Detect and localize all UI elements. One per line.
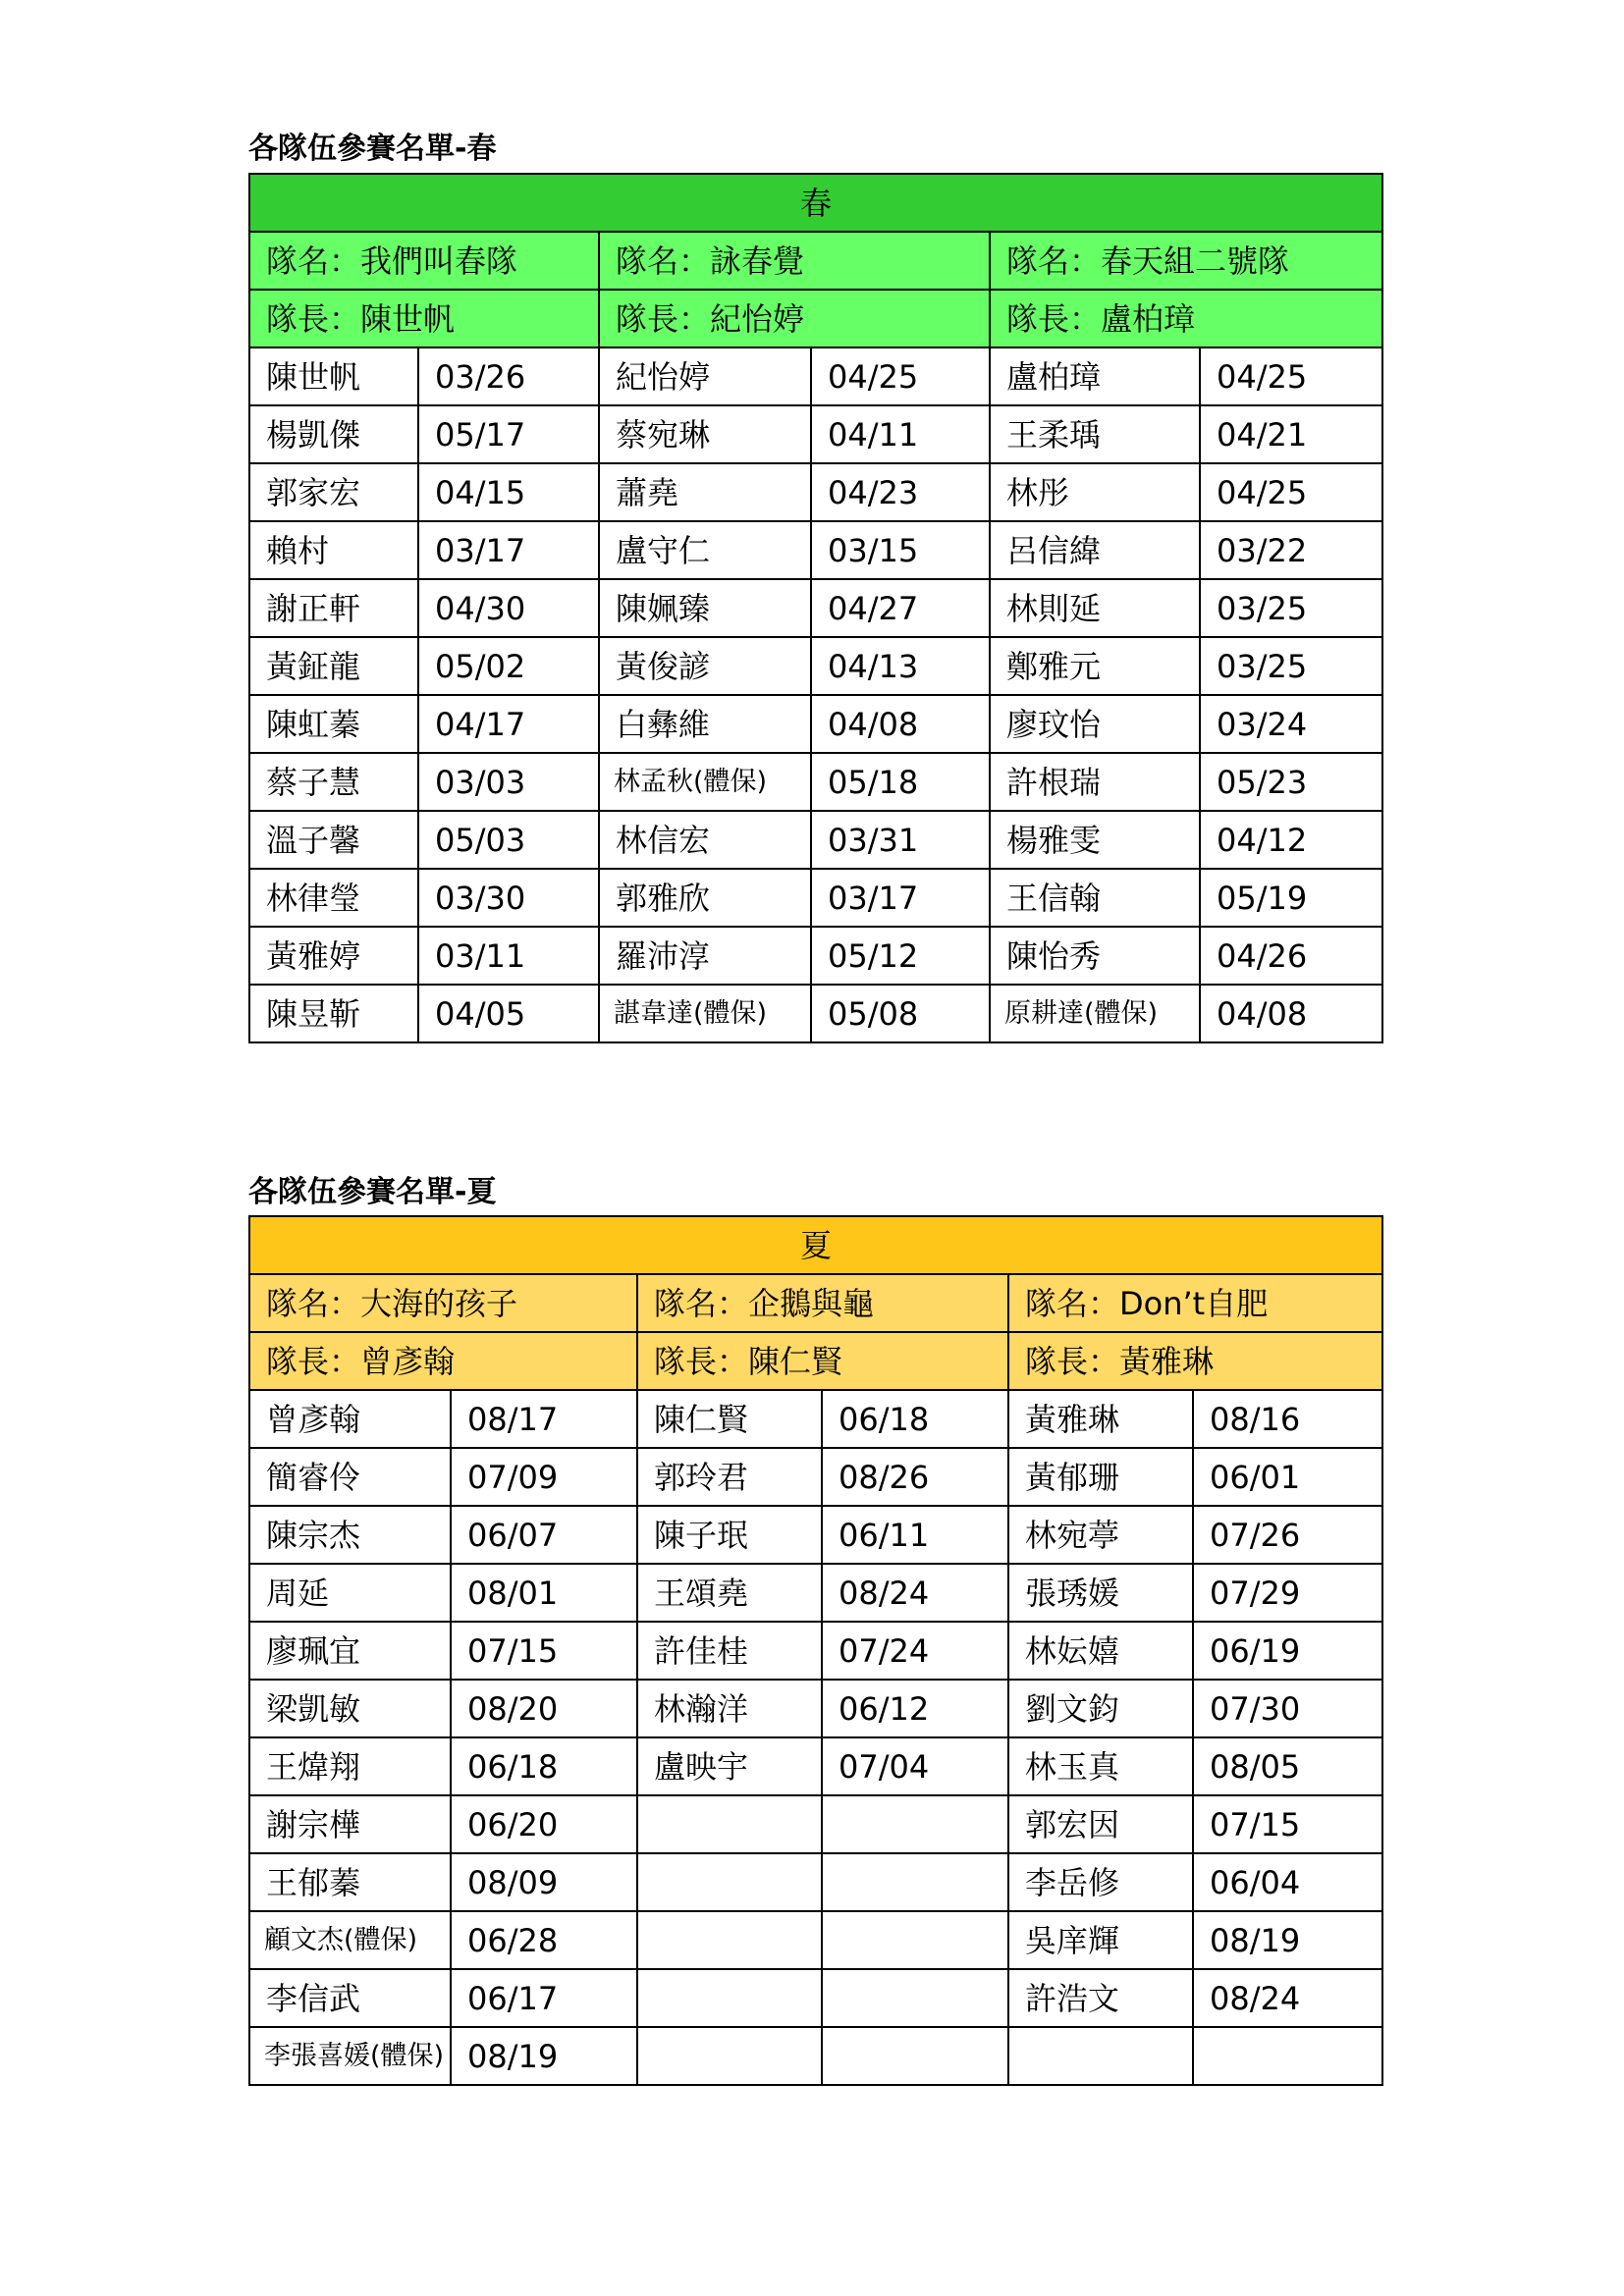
- member-name-cell: 黃鉦龍: [249, 637, 418, 695]
- member-date-cell: 03/26: [418, 347, 599, 405]
- member-row: [249, 1853, 1382, 1911]
- member-name-cell: 林妘嬉: [1008, 1622, 1193, 1680]
- member-date-cell: 08/24: [1193, 1969, 1382, 2027]
- member-date-cell: 08/26: [822, 1448, 1008, 1506]
- member-name-cell: 諶韋達(體保): [599, 985, 811, 1042]
- member-date-cell: 06/19: [1193, 1622, 1382, 1680]
- team-name-cell: 隊名：大海的孩子: [249, 1274, 637, 1332]
- member-date-cell: 08/24: [822, 1564, 1008, 1622]
- member-name-cell: 許浩文: [1008, 1969, 1193, 2027]
- member-name-cell: 楊雅雯: [990, 811, 1200, 869]
- member-row: [249, 521, 1382, 579]
- member-date-cell: 04/12: [1200, 811, 1382, 869]
- member-name-cell: 羅沛淳: [599, 927, 811, 985]
- captain-cell: 隊長：曾彥翰: [249, 1332, 637, 1390]
- member-name-cell: 廖玟怡: [990, 695, 1200, 753]
- member-date-cell: 04/11: [811, 405, 990, 463]
- team-name-cell: 隊名：詠春覺: [599, 232, 990, 290]
- member-row: [249, 1622, 1382, 1680]
- member-row: [249, 1737, 1382, 1795]
- member-date-cell: 03/25: [1200, 579, 1382, 637]
- member-name-cell: 郭宏因: [1008, 1795, 1193, 1853]
- spring-section-title: 各隊伍參賽名單-春: [248, 132, 497, 166]
- member-row: [249, 2027, 1382, 2085]
- member-row: [249, 1795, 1382, 1853]
- member-date-cell: 07/30: [1193, 1680, 1382, 1737]
- summer-roster-table: [248, 1215, 1383, 2086]
- season-header: 春: [249, 174, 1382, 232]
- member-date-cell: [822, 1969, 1008, 2027]
- member-name-cell: 黃郁珊: [1008, 1448, 1193, 1506]
- member-name-cell: 陳宗杰: [249, 1506, 451, 1564]
- member-date-cell: 05/23: [1200, 753, 1382, 811]
- member-name-cell: [1008, 2027, 1193, 2085]
- member-row: [249, 1506, 1382, 1564]
- member-date-cell: 06/11: [822, 1506, 1008, 1564]
- captain-cell: 隊長：黃雅琳: [1008, 1332, 1382, 1390]
- member-name-cell: 賴村: [249, 521, 418, 579]
- season-header-row: [249, 174, 1382, 232]
- team-name-cell: 隊名：企鵝與龜: [637, 1274, 1008, 1332]
- member-name-cell: 陳子珉: [637, 1506, 822, 1564]
- member-date-cell: 07/04: [822, 1737, 1008, 1795]
- team-name-cell: 隊名：春天組二號隊: [990, 232, 1382, 290]
- member-date-cell: 06/01: [1193, 1448, 1382, 1506]
- member-name-cell: 簡睿伶: [249, 1448, 451, 1506]
- member-name-cell: 白彝維: [599, 695, 811, 753]
- member-date-cell: 04/05: [418, 985, 599, 1042]
- member-date-cell: 07/15: [1193, 1795, 1382, 1853]
- member-date-cell: 05/08: [811, 985, 990, 1042]
- member-name-cell: [637, 1853, 822, 1911]
- member-date-cell: 03/30: [418, 869, 599, 927]
- member-date-cell: 07/15: [451, 1622, 637, 1680]
- member-date-cell: 03/11: [418, 927, 599, 985]
- member-name-cell: 謝宗樺: [249, 1795, 451, 1853]
- member-date-cell: 03/03: [418, 753, 599, 811]
- member-row: [249, 927, 1382, 985]
- member-date-cell: 06/20: [451, 1795, 637, 1853]
- member-name-cell: 王柔瑀: [990, 405, 1200, 463]
- member-row: [249, 347, 1382, 405]
- member-name-cell: 劉文鈞: [1008, 1680, 1193, 1737]
- member-name-cell: 蔡宛琳: [599, 405, 811, 463]
- member-date-cell: 04/15: [418, 463, 599, 521]
- member-name-cell: 曾彥翰: [249, 1390, 451, 1448]
- member-date-cell: 05/19: [1200, 869, 1382, 927]
- member-row: [249, 753, 1382, 811]
- member-name-cell: 林信宏: [599, 811, 811, 869]
- member-name-cell: 郭雅欣: [599, 869, 811, 927]
- member-date-cell: 04/30: [418, 579, 599, 637]
- member-date-cell: 04/08: [811, 695, 990, 753]
- member-name-cell: [637, 1911, 822, 1969]
- member-date-cell: [822, 2027, 1008, 2085]
- captain-row: [249, 290, 1382, 347]
- member-row: [249, 1969, 1382, 2027]
- member-name-cell: 張琇媛: [1008, 1564, 1193, 1622]
- member-name-cell: [637, 1795, 822, 1853]
- member-name-cell: 顧文杰(體保): [249, 1911, 451, 1969]
- member-name-cell: 紀怡婷: [599, 347, 811, 405]
- spring-roster-table: [248, 173, 1383, 1043]
- member-date-cell: 04/21: [1200, 405, 1382, 463]
- member-name-cell: 盧守仁: [599, 521, 811, 579]
- captain-cell: 隊長：陳世帆: [249, 290, 599, 347]
- member-date-cell: 06/04: [1193, 1853, 1382, 1911]
- member-name-cell: 盧柏璋: [990, 347, 1200, 405]
- member-name-cell: 陳仁賢: [637, 1390, 822, 1448]
- member-date-cell: 05/02: [418, 637, 599, 695]
- member-date-cell: 03/17: [418, 521, 599, 579]
- member-name-cell: 蕭堯: [599, 463, 811, 521]
- member-name-cell: 許佳桂: [637, 1622, 822, 1680]
- captain-row: [249, 1332, 1382, 1390]
- summer-section-title: 各隊伍參賽名單-夏: [248, 1175, 497, 1209]
- member-name-cell: 王郁蓁: [249, 1853, 451, 1911]
- member-date-cell: 06/12: [822, 1680, 1008, 1737]
- member-row: [249, 579, 1382, 637]
- member-name-cell: 原耕達(體保): [990, 985, 1200, 1042]
- member-row: [249, 695, 1382, 753]
- member-name-cell: 謝正軒: [249, 579, 418, 637]
- member-name-cell: 李岳修: [1008, 1853, 1193, 1911]
- member-date-cell: 06/17: [451, 1969, 637, 2027]
- member-date-cell: 08/16: [1193, 1390, 1382, 1448]
- member-date-cell: 07/24: [822, 1622, 1008, 1680]
- member-date-cell: 04/08: [1200, 985, 1382, 1042]
- member-date-cell: 04/23: [811, 463, 990, 521]
- member-name-cell: 郭玲君: [637, 1448, 822, 1506]
- team-name-row: [249, 1274, 1382, 1332]
- member-date-cell: 05/17: [418, 405, 599, 463]
- team-name-row: [249, 232, 1382, 290]
- member-name-cell: 陳虹蓁: [249, 695, 418, 753]
- member-date-cell: 08/09: [451, 1853, 637, 1911]
- member-name-cell: 黃雅婷: [249, 927, 418, 985]
- member-row: [249, 1680, 1382, 1737]
- member-name-cell: 溫子馨: [249, 811, 418, 869]
- member-name-cell: 林玉真: [1008, 1737, 1193, 1795]
- member-date-cell: 04/17: [418, 695, 599, 753]
- member-name-cell: 陳怡秀: [990, 927, 1200, 985]
- member-date-cell: 06/28: [451, 1911, 637, 1969]
- member-row: [249, 405, 1382, 463]
- member-row: [249, 811, 1382, 869]
- member-name-cell: 陳姵臻: [599, 579, 811, 637]
- member-date-cell: 06/18: [451, 1737, 637, 1795]
- member-name-cell: 林孟秋(體保): [599, 753, 811, 811]
- team-name-cell: 隊名：我們叫春隊: [249, 232, 599, 290]
- captain-cell: 隊長：陳仁賢: [637, 1332, 1008, 1390]
- member-name-cell: 呂信緯: [990, 521, 1200, 579]
- member-date-cell: 04/26: [1200, 927, 1382, 985]
- member-date-cell: 07/29: [1193, 1564, 1382, 1622]
- member-name-cell: 陳世帆: [249, 347, 418, 405]
- member-date-cell: 08/05: [1193, 1737, 1382, 1795]
- member-row: [249, 985, 1382, 1042]
- member-date-cell: 08/19: [1193, 1911, 1382, 1969]
- member-date-cell: 03/31: [811, 811, 990, 869]
- member-name-cell: 林瀚洋: [637, 1680, 822, 1737]
- member-date-cell: 04/13: [811, 637, 990, 695]
- member-row: [249, 1564, 1382, 1622]
- member-name-cell: 陳昱靳: [249, 985, 418, 1042]
- member-date-cell: 04/25: [1200, 347, 1382, 405]
- member-name-cell: [637, 2027, 822, 2085]
- member-name-cell: 吳庠輝: [1008, 1911, 1193, 1969]
- member-name-cell: 李信武: [249, 1969, 451, 2027]
- captain-cell: 隊長：紀怡婷: [599, 290, 990, 347]
- member-date-cell: 07/26: [1193, 1506, 1382, 1564]
- member-name-cell: 黃雅琳: [1008, 1390, 1193, 1448]
- member-date-cell: 06/18: [822, 1390, 1008, 1448]
- member-row: [249, 463, 1382, 521]
- member-name-cell: 梁凱敏: [249, 1680, 451, 1737]
- member-date-cell: 04/25: [1200, 463, 1382, 521]
- member-date-cell: 06/07: [451, 1506, 637, 1564]
- member-name-cell: 王信翰: [990, 869, 1200, 927]
- member-date-cell: [822, 1853, 1008, 1911]
- member-name-cell: 林彤: [990, 463, 1200, 521]
- member-name-cell: 蔡子慧: [249, 753, 418, 811]
- member-date-cell: 03/22: [1200, 521, 1382, 579]
- season-header: 夏: [249, 1216, 1382, 1274]
- member-date-cell: 07/09: [451, 1448, 637, 1506]
- member-name-cell: 郭家宏: [249, 463, 418, 521]
- member-date-cell: 08/20: [451, 1680, 637, 1737]
- member-date-cell: [822, 1911, 1008, 1969]
- member-name-cell: 鄭雅元: [990, 637, 1200, 695]
- member-date-cell: 08/17: [451, 1390, 637, 1448]
- member-name-cell: 王煒翔: [249, 1737, 451, 1795]
- member-name-cell: 廖珮宜: [249, 1622, 451, 1680]
- member-name-cell: 林則延: [990, 579, 1200, 637]
- member-date-cell: 05/18: [811, 753, 990, 811]
- member-name-cell: 周延: [249, 1564, 451, 1622]
- member-date-cell: 04/25: [811, 347, 990, 405]
- member-date-cell: 03/15: [811, 521, 990, 579]
- member-name-cell: 王頌堯: [637, 1564, 822, 1622]
- captain-cell: 隊長：盧柏璋: [990, 290, 1382, 347]
- member-row: [249, 637, 1382, 695]
- member-row: [249, 869, 1382, 927]
- member-date-cell: 03/25: [1200, 637, 1382, 695]
- member-date-cell: [1193, 2027, 1382, 2085]
- member-name-cell: 李張喜媛(體保): [249, 2027, 451, 2085]
- member-date-cell: 04/27: [811, 579, 990, 637]
- member-name-cell: 許根瑞: [990, 753, 1200, 811]
- member-date-cell: 08/19: [451, 2027, 637, 2085]
- member-name-cell: [637, 1969, 822, 2027]
- member-name-cell: 黃俊諺: [599, 637, 811, 695]
- member-name-cell: 林宛葶: [1008, 1506, 1193, 1564]
- member-date-cell: 08/01: [451, 1564, 637, 1622]
- member-date-cell: [822, 1795, 1008, 1853]
- member-name-cell: 楊凱傑: [249, 405, 418, 463]
- member-row: [249, 1390, 1382, 1448]
- team-name-cell: 隊名：Don’t自肥: [1008, 1274, 1382, 1332]
- member-date-cell: 03/17: [811, 869, 990, 927]
- member-row: [249, 1448, 1382, 1506]
- member-date-cell: 05/03: [418, 811, 599, 869]
- member-name-cell: 林律瑩: [249, 869, 418, 927]
- member-date-cell: 05/12: [811, 927, 990, 985]
- member-row: [249, 1911, 1382, 1969]
- member-date-cell: 03/24: [1200, 695, 1382, 753]
- member-name-cell: 盧映宇: [637, 1737, 822, 1795]
- season-header-row: [249, 1216, 1382, 1274]
